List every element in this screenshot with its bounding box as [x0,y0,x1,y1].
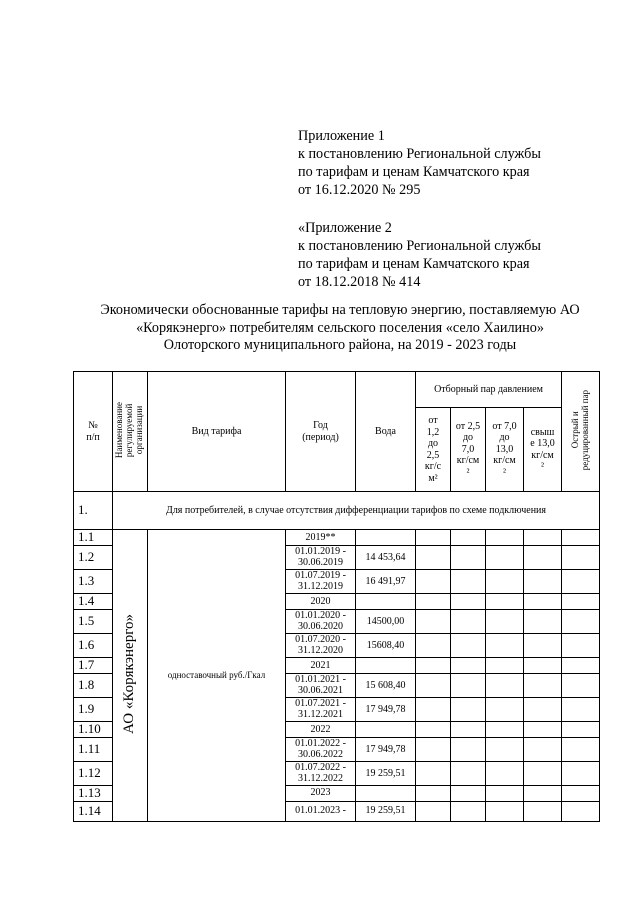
empty-cell [486,609,524,633]
header-number: № п/п [74,372,113,492]
row-number: 1.2 [74,545,113,569]
row-number: 1.7 [74,657,113,673]
empty-cell [416,697,451,721]
empty-cell [562,593,600,609]
water-value: 14500,00 [356,609,416,633]
header-steam-2-5-7: от 2,5 до 7,0 кг/см ² [451,408,486,492]
period-text: 01.07.2019 - 31.12.2019 [295,569,346,593]
empty-cell [451,609,486,633]
organization-name: АО «Корякэнерго» [121,613,138,734]
appendix-2-line: по тарифам и ценам Камчатского края [298,256,530,272]
empty-cell [524,801,562,821]
row-number: 1.12 [74,761,113,785]
empty-cell [562,761,600,785]
empty-cell [451,545,486,569]
period-text: 01.07.2020 - 31.12.2020 [295,633,346,657]
empty-cell [486,785,524,801]
empty-cell [451,697,486,721]
empty-cell [562,697,600,721]
period-cell [286,737,356,761]
empty-cell [524,545,562,569]
empty-cell [562,609,600,633]
empty-cell [451,785,486,801]
empty-cell [524,569,562,593]
empty-cell [486,721,524,737]
period-cell [286,657,356,673]
empty-cell [416,721,451,737]
empty-cell [451,530,486,546]
empty-cell [416,545,451,569]
period-cell [286,801,356,821]
water-value: 19 259,51 [356,801,416,821]
empty-cell [451,721,486,737]
period-text: 01.01.2020 - 30.06.2020 [295,609,346,633]
empty-cell [562,721,600,737]
period-cell [286,593,356,609]
appendix-1-block [298,127,541,199]
title-line: «Корякэнерго» потребителям сельского поселения «село Хаилино» [136,319,544,336]
water-value: 16 491,97 [356,569,416,593]
period-text: 2021 [310,659,331,671]
empty-cell [562,545,600,569]
water-value: 15 608,40 [356,673,416,697]
section-number: 1. [74,492,113,530]
empty-cell [524,609,562,633]
empty-cell [416,530,451,546]
document-title [60,302,620,355]
period-text: 2019** [305,531,336,543]
title-line: Олоторского муниципального района, на 2019 - 2023 годы [163,337,517,353]
appendix-2-line: «Приложение 2 [298,220,392,236]
empty-cell [416,657,451,673]
water-value [356,530,416,546]
empty-cell [416,673,451,697]
empty-cell [486,673,524,697]
period-text: 01.01.2021 - 30.06.2021 [295,673,346,697]
empty-cell [416,761,451,785]
period-cell [286,569,356,593]
row-number: 1.6 [74,633,113,657]
period-text: 2020 [310,595,331,607]
water-value: 17 949,78 [356,697,416,721]
row-number: 1.9 [74,697,113,721]
empty-cell [524,530,562,546]
appendix-2-block [298,219,541,291]
header-selected-steam: Отборный пар давлением [416,372,562,408]
empty-cell [451,761,486,785]
appendix-2-line: от 18.12.2018 № 414 [298,274,421,290]
empty-cell [562,737,600,761]
period-cell [286,530,356,546]
empty-cell [451,673,486,697]
empty-cell [524,593,562,609]
empty-cell [486,657,524,673]
period-cell [286,761,356,785]
period-cell [286,697,356,721]
empty-cell [562,633,600,657]
appendix-1-line: Приложение 1 [298,128,385,144]
empty-cell [486,530,524,546]
period-cell [286,633,356,657]
header-steam-1-2-5: от 1,2 до 2,5 кг/с м² [416,408,451,492]
empty-cell [486,593,524,609]
empty-cell [486,545,524,569]
empty-cell [562,673,600,697]
water-value [356,721,416,737]
header-steam-13-plus: свыш е 13,0 кг/см ² [524,408,562,492]
period-text: 2023 [310,787,331,799]
empty-cell [416,737,451,761]
period-text: 01.01.2022 - 30.06.2022 [295,737,346,761]
empty-cell [451,569,486,593]
empty-cell [524,721,562,737]
empty-cell [486,569,524,593]
row-number: 1.10 [74,721,113,737]
empty-cell [562,569,600,593]
table-row [74,530,600,546]
period-text: 01.07.2021 - 31.12.2021 [295,697,346,721]
period-cell [286,721,356,737]
empty-cell [451,801,486,821]
empty-cell [524,673,562,697]
row-number: 1.14 [74,801,113,821]
empty-cell [524,657,562,673]
empty-cell [562,530,600,546]
empty-cell [562,801,600,821]
empty-cell [486,697,524,721]
empty-cell [416,609,451,633]
organization-cell [113,530,148,822]
water-value [356,593,416,609]
appendix-1-line: к постановлению Региональной службы [298,146,541,162]
water-value: 15608,40 [356,633,416,657]
empty-cell [562,785,600,801]
row-number: 1.8 [74,673,113,697]
row-number: 1.11 [74,737,113,761]
row-number: 1.13 [74,785,113,801]
appendix-1-line: от 16.12.2020 № 295 [298,182,421,198]
row-number: 1.5 [74,609,113,633]
period-cell [286,673,356,697]
empty-cell [524,785,562,801]
water-value: 14 453,64 [356,545,416,569]
empty-cell [416,633,451,657]
period-text: 01.01.2019 - 30.06.2019 [295,545,346,569]
row-number: 1.4 [74,593,113,609]
period-cell [286,545,356,569]
header-organization: Наименование регулируемой организации [113,372,148,492]
header-steam-7-13: от 7,0 до 13,0 кг/см ² [486,408,524,492]
empty-cell [451,633,486,657]
period-text: 01.01.2023 - [295,805,346,817]
empty-cell [486,761,524,785]
period-cell [286,785,356,801]
water-value [356,657,416,673]
appendix-2-line: к постановлению Региональной службы [298,238,541,254]
title-line: Экономически обоснованные тарифы на тепловую энергию, поставляемую АО [100,302,580,318]
header-water: Вода [356,372,416,492]
header-tariff-type: Вид тарифа [148,372,286,492]
period-cell [286,609,356,633]
empty-cell [524,761,562,785]
empty-cell [524,737,562,761]
empty-cell [486,633,524,657]
appendix-header [298,127,541,311]
empty-cell [451,737,486,761]
empty-cell [416,593,451,609]
empty-cell [451,593,486,609]
empty-cell [562,657,600,673]
empty-cell [524,697,562,721]
water-value [356,785,416,801]
period-text: 01.07.2022 - 31.12.2022 [295,761,346,785]
empty-cell [524,633,562,657]
empty-cell [416,569,451,593]
period-text: 2022 [310,723,331,735]
empty-cell [451,657,486,673]
tariff-type-cell: одноставочный руб./Гкал [148,530,286,822]
empty-cell [486,737,524,761]
row-number: 1.1 [74,530,113,546]
empty-cell [416,785,451,801]
header-period: Год (период) [286,372,356,492]
header-sharp-steam: Острый и редуцированный пар [562,372,600,492]
appendix-1-line: по тарифам и ценам Камчатского края [298,164,530,180]
empty-cell [486,801,524,821]
tariff-table [73,371,600,822]
water-value: 17 949,78 [356,737,416,761]
water-value: 19 259,51 [356,761,416,785]
row-number: 1.3 [74,569,113,593]
section-title: Для потребителей, в случае отсутствия дифференциации тарифов по схеме подключения [113,492,600,530]
empty-cell [416,801,451,821]
